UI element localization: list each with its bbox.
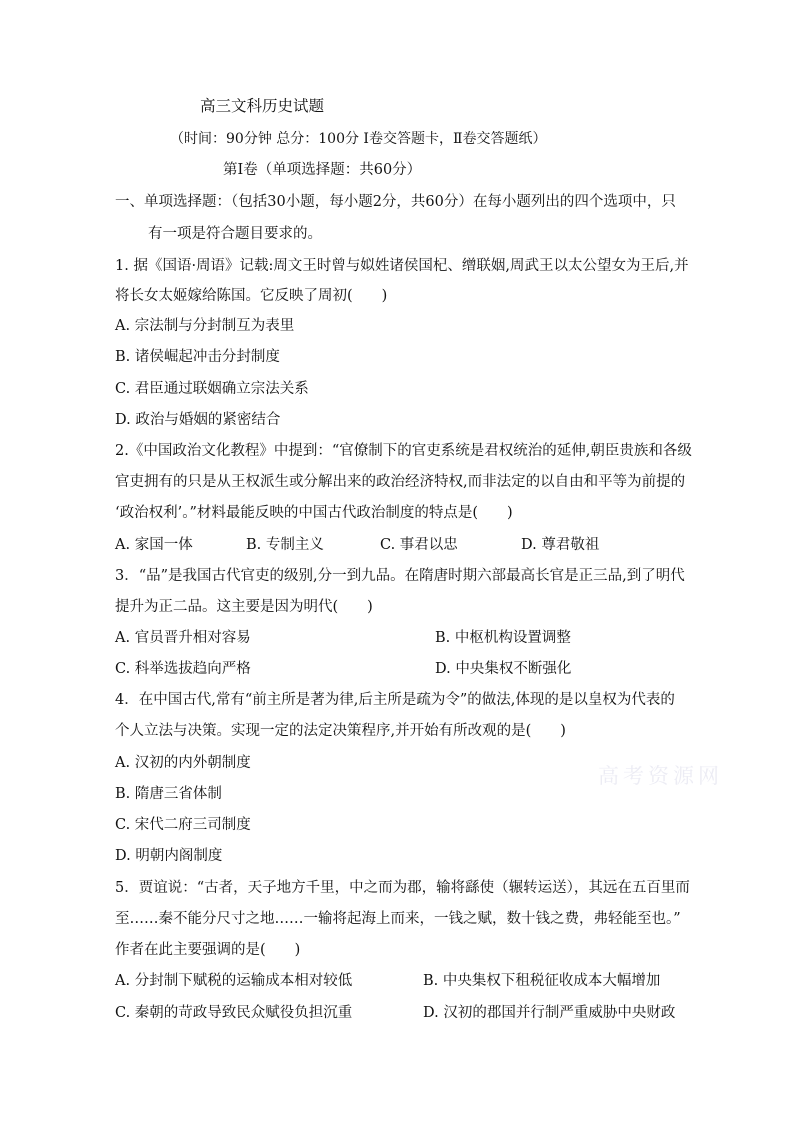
question-3-option-b: B. 中枢机构设置调整 (435, 630, 571, 646)
question-1-option-a: A. 宗法制与分封制互为表里 (115, 318, 295, 334)
question-2-stem: 2.《中国政治文化教程》中提到：“官僚制下的官吏系统是君权统治的延伸,朝臣贵族和各级 (115, 443, 692, 459)
question-5-stem-cont-2: 作者在此主要强调的是( ) (115, 942, 301, 958)
question-4-stem: 4．在中国古代,常有“前主所是著为律,后主所是疏为令”的做法,体现的是以皇权为代表的 (115, 692, 675, 708)
question-3-stem: 3．“品”是我国古代官吏的级别,分一到九品。在隋唐时期六部最高长官是正三品,到了明代 (115, 568, 685, 584)
question-5-stem: 5．贾谊说：“古者，天子地方千里，中之而为郡，输将繇使（辗转运送），其远在五百里而 (115, 880, 690, 896)
question-4-option-a: A. 汉初的内外朝制度 (115, 755, 251, 771)
question-4-option-d: D. 明朝内阁制度 (115, 848, 223, 864)
question-3-stem-cont: 提升为正二品。这主要是因为明代( ) (115, 599, 373, 615)
exam-subtitle: （时间：90分钟 总分：100分 Ⅰ卷交答题卡，Ⅱ卷交答题纸） (170, 131, 547, 147)
question-5-option-d: D. 汉初的郡国并行制严重威胁中央财政 (423, 1005, 676, 1021)
section-instruction-cont: 有一项是符合题目要求的。 (148, 226, 322, 242)
question-2-stem-cont: 官吏拥有的只是从王权派生或分解出来的政治经济特权,而非法定的以自由和平等为前提的 (115, 474, 686, 490)
question-2-option-c: C. 事君以忠 (380, 537, 458, 553)
question-5-option-b: B. 中央集权下租税征收成本大幅增加 (423, 973, 661, 989)
part-heading: 第Ⅰ卷（单项选择题：共60分） (223, 162, 422, 178)
question-5-option-a: A. 分封制下赋税的运输成本相对较低 (115, 973, 353, 989)
watermark: 高考资源网 (598, 764, 723, 788)
exam-title: 高三文科历史试题 (200, 97, 325, 115)
question-1-option-d: D. 政治与婚姻的紧密结合 (115, 412, 281, 428)
question-5-stem-cont: 至……秦不能分尺寸之地……一输将起海上而来，一钱之赋，数十钱之费，弗轻能至也。” (115, 911, 681, 927)
question-2-option-b: B. 专制主义 (246, 537, 324, 553)
question-1-stem: 1. 据《国语·周语》记载:周文王时曾与姒姓诸侯国杞、缯联姻,周武王以太公望女为王后,并 (115, 258, 689, 274)
question-1-option-b: B. 诸侯崛起冲击分封制度 (115, 349, 280, 365)
question-4-stem-cont: 个人立法与决策。实现一定的法定决策程序,并开始有所改观的是( ) (115, 723, 566, 739)
question-3-option-c: C. 科举选拔趋向严格 (115, 661, 251, 677)
question-1-option-c: C. 君臣通过联姻确立宗法关系 (115, 381, 309, 397)
question-4-option-c: C. 宋代二府三司制度 (115, 817, 251, 833)
section-instruction: 一、单项选择题：（包括30小题，每小题2分，共60分）在每小题列出的四个选项中，只 (115, 194, 676, 210)
question-2-option-d: D. 尊君敬祖 (521, 537, 600, 553)
question-3-option-d: D. 中央集权不断强化 (435, 661, 572, 677)
question-1-stem-cont: 将长女太姬嫁给陈国。它反映了周初( ) (115, 288, 388, 304)
question-2-option-a: A. 家国一体 (115, 537, 193, 553)
question-5-option-c: C. 秦朝的苛政导致民众赋役负担沉重 (115, 1005, 353, 1021)
question-3-option-a: A. 官员晋升相对容易 (115, 630, 251, 646)
question-2-stem-cont-2: ‘政治权利’。”材料最能反映的中国古代政治制度的特点是( ) (115, 505, 513, 521)
question-4-option-b: B. 隋唐三省体制 (115, 786, 222, 802)
